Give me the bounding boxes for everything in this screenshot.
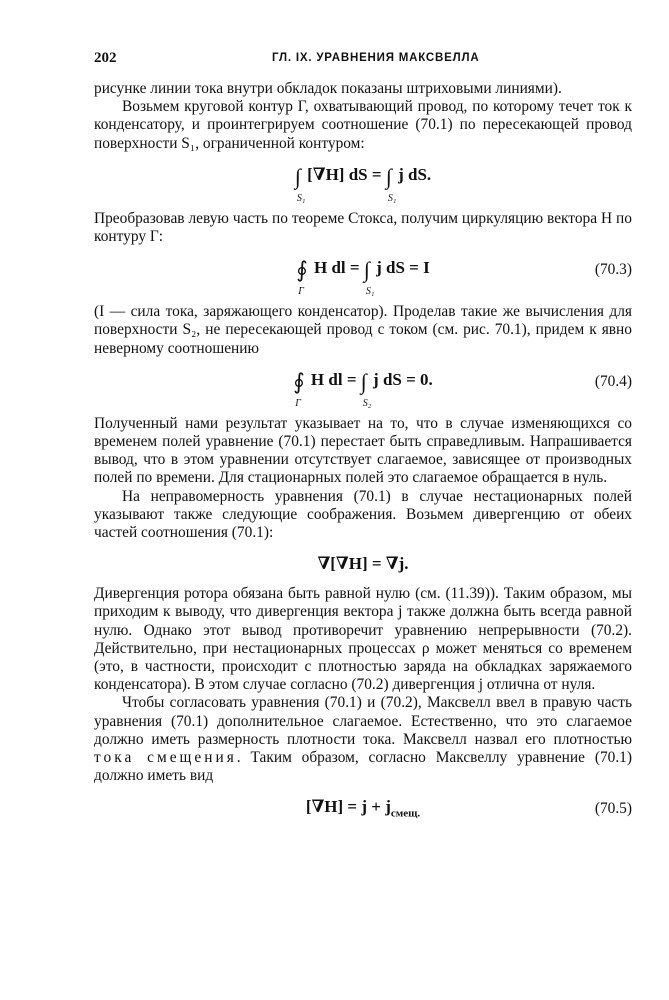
equation-3-lhs: H dl bbox=[310, 369, 343, 389]
running-title: ГЛ. IX. УРАВНЕНИЯ МАКСВЕЛЛА bbox=[272, 52, 480, 64]
equation-2-formula: ∮ Г H dl = ∫ S₁ j dS = I bbox=[296, 257, 430, 298]
equation-5-rhs-subscript: смещ. bbox=[390, 807, 421, 820]
paragraph-2: Возьмем круговой контур Г, охватывающий провод, по которому течет ток к конденсатору, и проинтегрируем соотношение (70.1) по пересекающей провод поверхности S₁, ограниченной контуром: bbox=[94, 98, 632, 152]
page-header bbox=[94, 50, 632, 72]
equation-3-formula: ∮ Г H dl = ∫ S₂ j dS = 0. bbox=[293, 368, 433, 409]
equation-4-formula: ∇[∇H] = ∇j. bbox=[317, 554, 409, 574]
equation-5-lhs: [∇H] = j + bbox=[305, 797, 386, 817]
equation-3 bbox=[94, 363, 632, 411]
page-number: 202 bbox=[94, 50, 117, 66]
equation-1 bbox=[94, 158, 632, 206]
equation-3-number: (70.4) bbox=[594, 372, 632, 390]
surface-integral-sign-4: ∫ S₂ bbox=[360, 368, 372, 409]
paragraph-8-start: Чтобы согласовать уравнения (70.1) и (70.2), Максвелл ввел в правую часть уравнения (70.1) дополнительное слагаемое. Естественно, что это слагаемое должно иметь размерность плотности тока. Максвелл назвал его плотностью bbox=[94, 694, 632, 748]
paragraph-5: Полученный нами результат указывает на то, что в случае изменяющихся со временем полей уравнение (70.1) перестает быть справедливым. Напрашивается вывод, что в этом уравнении отсутствует слагаемое, зависящее от производных полей по времени. Для стационарных полей это слагаемое обращается в нуль. bbox=[94, 414, 632, 487]
equation-5-number: (70.5) bbox=[594, 800, 632, 818]
contour-integral-sign: ∮ Г bbox=[296, 257, 308, 298]
equation-2 bbox=[94, 251, 632, 299]
paragraph-1: рисунке линии тока внутри обкладок показаны штриховыми линиями). bbox=[94, 80, 562, 97]
equation-2-lhs: H dl bbox=[313, 258, 346, 278]
paragraph-8 bbox=[94, 694, 632, 785]
equation-5-rhs-main: j bbox=[385, 797, 391, 817]
equation-1-formula bbox=[94, 163, 632, 204]
paragraph-6: На неправомерность уравнения (70.1) в случае нестационарных полей указывают также следующие соображения. Возьмем дивергенцию от обеих частей соотношения (70.1): bbox=[94, 487, 632, 542]
surface-integral-sign: ∫ S₁ bbox=[294, 163, 306, 204]
paragraph-8-end: . Таким образом, согласно Максвеллу уравнение (70.1) должно иметь вид bbox=[94, 749, 632, 785]
equation-2-number: (70.3) bbox=[594, 261, 632, 279]
equation-1-lhs: [∇H] dS bbox=[307, 164, 368, 184]
paragraph-7: Дивергенция ротора обязана быть равной нулю (см. (11.39)). Таким образом, мы приходим к выводу, что дивергенция вектора j также должна быть всегда равной нулю. Однако этот вывод противоречит уравнению непрерывности (70.2). Действительно, при нестационарных процессах ρ может меняться со временем (это, в частности, происходит с плотностью заряда на обкладках заряжаемого конденсатора). В этом случае согласно (70.2) дивергенция j отлична от нуля. bbox=[94, 585, 632, 694]
equation-1-equals: = bbox=[371, 164, 382, 184]
contour-integral-sign-2: ∮ Г bbox=[293, 368, 305, 409]
equation-5-formula bbox=[94, 798, 632, 823]
paragraph-3: Преобразовав левую часть по теореме Стокса, получим циркуляцию вектора H по контуру Г: bbox=[94, 209, 632, 246]
surface-integral-sign-3: ∫ S₁ bbox=[363, 257, 375, 298]
paragraph-4: (I — сила тока, заряжающего конденсатор). Проделав такие же вычисления для поверхности S₂, не пересекающей провод с током (см. рис. 70.1), придем к явно неверному соотношению bbox=[94, 303, 632, 357]
surface-integral-sign-2: ∫ S₁ bbox=[385, 163, 397, 204]
equation-2-rhs: j dS = I bbox=[376, 258, 430, 278]
page-body bbox=[94, 80, 632, 828]
equation-3-rhs: j dS = 0. bbox=[373, 369, 433, 389]
spaced-term-displacement-current: тока смещения bbox=[94, 749, 237, 767]
equation-4 bbox=[94, 547, 632, 581]
equation-5 bbox=[94, 790, 632, 824]
equation-1-rhs: j dS. bbox=[398, 164, 432, 184]
